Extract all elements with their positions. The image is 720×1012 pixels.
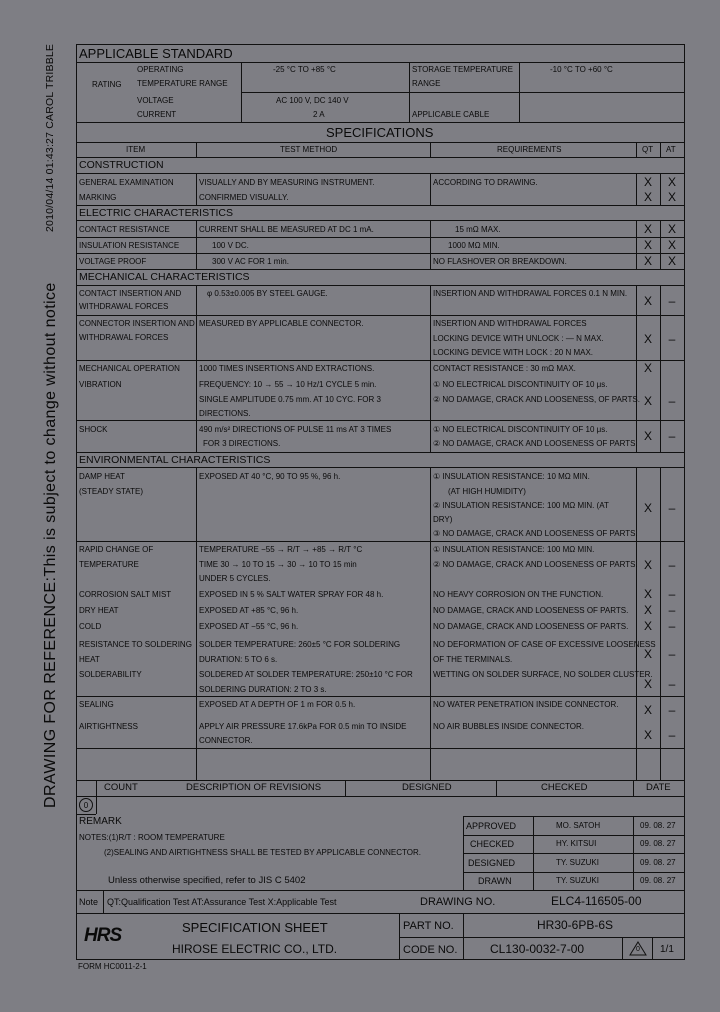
- table-row-req: WETTING ON SOLDER SURFACE, NO SOLDER CLUSTER.: [433, 670, 653, 679]
- rev-count-header: COUNT: [104, 782, 138, 793]
- qt-mark: X: [643, 361, 652, 375]
- operating-value: -25 °C TO +85 °C: [273, 65, 336, 74]
- table-row-method: EXPOSED AT A DEPTH OF 1 m FOR 0.5 h.: [199, 700, 356, 709]
- table-row-req: ① INSULATION RESISTANCE: 10 MΩ MIN.: [433, 472, 590, 481]
- table-row-req: DRY): [433, 515, 453, 524]
- part-no: HR30-6PB-6S: [537, 918, 614, 932]
- table-row-req: NO HEAVY CORROSION ON THE FUNCTION.: [433, 590, 604, 599]
- storage-value: -10 °C TO +60 °C: [550, 65, 613, 74]
- approval-role: DESIGNED: [468, 858, 516, 868]
- col-requirements: REQUIREMENTS: [497, 145, 562, 154]
- table-row-req: ACCORDING TO DRAWING.: [433, 178, 538, 187]
- table-row-item: MARKING: [79, 193, 117, 202]
- qt-mark: X: [643, 619, 652, 633]
- table-row-req: NO DAMAGE, CRACK AND LOOSENESS OF PARTS.: [433, 622, 629, 631]
- revision-symbol: 0: [636, 946, 640, 953]
- part-no-label: PART NO.: [403, 920, 454, 932]
- table-row-item: TEMPERATURE: [79, 560, 139, 569]
- drawing-no: ELC4-116505-00: [551, 894, 642, 908]
- table-row-req: 1000 MΩ MIN.: [448, 241, 500, 250]
- table-row-req: ② NO DAMAGE, CRACK AND LOOSENESS OF PARTS.: [433, 439, 638, 448]
- table-row-method: EXPOSED IN 5 % SALT WATER SPRAY FOR 48 h.: [199, 590, 384, 599]
- table-row-method: 1000 TIMES INSERTIONS AND EXTRACTIONS.: [199, 364, 375, 373]
- approval-date: 09. 08. 27: [640, 858, 676, 867]
- table-row-req: INSERTION AND WITHDRAWAL FORCES: [433, 319, 587, 328]
- specifications-title: SPECIFICATIONS: [326, 125, 434, 140]
- side-meta: 2010/04/14 01:43:27 CAROL TRIBBLE: [44, 43, 56, 232]
- approval-name: TY. SUZUKI: [556, 858, 599, 867]
- side-notice: DRAWING FOR REFERENCE:This is subject to change without notice: [42, 282, 59, 808]
- col-item: ITEM: [126, 145, 146, 154]
- storage-range-label: RANGE: [412, 79, 441, 88]
- table-row-req: OF THE TERMINALS.: [433, 655, 513, 664]
- approval-name: MO. SATOH: [556, 821, 601, 830]
- qt-mark: X: [643, 222, 652, 236]
- section-construction: CONSTRUCTION: [79, 159, 164, 171]
- table-row-method: TIME 30 → 10 TO 15 → 30 → 10 TO 15 min: [199, 560, 357, 569]
- rev-designed-header: DESIGNED: [402, 782, 452, 793]
- table-row-req: ② NO DAMAGE, CRACK AND LOOSENESS OF PARTS.: [433, 560, 638, 569]
- rev-checked-header: CHECKED: [541, 782, 588, 793]
- rating-label: RATING: [92, 80, 122, 89]
- at-mark: X: [667, 175, 676, 189]
- table-row-req: ② NO DAMAGE, CRACK AND LOOSENESS, OF PARTS.: [433, 395, 640, 404]
- at-mark: –: [668, 603, 676, 617]
- table-row-req: ① NO ELECTRICAL DISCONTINUITY OF 10 μs.: [433, 380, 608, 389]
- table-row-req: NO AIR BUBBLES INSIDE CONNECTOR.: [433, 722, 584, 731]
- approval-role: DRAWN: [478, 876, 512, 886]
- at-mark: X: [667, 238, 676, 252]
- table-row-req: NO WATER PENETRATION INSIDE CONNECTOR.: [433, 700, 619, 709]
- table-row-item: SHOCK: [79, 425, 108, 434]
- at-mark: X: [667, 222, 676, 236]
- approval-date: 09. 08. 27: [640, 876, 676, 885]
- approval-role: CHECKED: [470, 839, 515, 849]
- col-at: AT: [666, 145, 676, 154]
- remark-note-2: (2)SEALING AND AIRTIGHTNESS SHALL BE TESTED BY APPLICABLE CONNECTOR.: [104, 848, 421, 857]
- table-row-method: EXPOSED AT +85 °C, 96 h.: [199, 606, 299, 615]
- table-row-item: SEALING: [79, 700, 114, 709]
- table-row-item: COLD: [79, 622, 102, 631]
- at-mark: –: [668, 728, 676, 742]
- at-mark: –: [668, 501, 676, 515]
- table-row-item: VOLTAGE PROOF: [79, 257, 147, 266]
- at-mark: –: [668, 429, 676, 443]
- table-row-req: NO FLASHOVER OR BREAKDOWN.: [433, 257, 567, 266]
- current-value: 2 A: [313, 110, 325, 119]
- table-row-item: CORROSION SALT MIST: [79, 590, 172, 599]
- table-row-method: 490 m/s² DIRECTIONS OF PULSE 11 ms AT 3 TIMES: [199, 425, 392, 434]
- at-mark: –: [668, 332, 676, 346]
- applicable-standard-title: APPLICABLE STANDARD: [79, 46, 233, 61]
- table-row-item: CONTACT RESISTANCE: [79, 225, 170, 234]
- qt-mark: X: [643, 703, 652, 717]
- table-row-method: VISUALLY AND BY MEASURING INSTRUMENT.: [199, 178, 375, 187]
- table-row-method: CURRENT SHALL BE MEASURED AT DC 1 mA.: [199, 225, 374, 234]
- col-qt: QT: [642, 145, 654, 154]
- hirose-logo: HRS: [84, 925, 122, 946]
- approval-date: 09. 08. 27: [640, 821, 676, 830]
- qt-mark: X: [643, 558, 652, 572]
- table-row-item: HEAT: [79, 655, 100, 664]
- qt-mark: X: [643, 587, 652, 601]
- section-environmental: ENVIRONMENTAL CHARACTERISTICS: [79, 454, 271, 466]
- table-row-method: φ 0.53±0.005 BY STEEL GAUGE.: [207, 289, 328, 298]
- company-name: HIROSE ELECTRIC CO., LTD.: [172, 942, 338, 956]
- qt-mark: X: [643, 190, 652, 204]
- table-row-method: UNDER 5 CYCLES.: [199, 574, 271, 583]
- qt-mark: X: [643, 677, 652, 691]
- table-row-method: CONNECTOR.: [199, 736, 253, 745]
- sheet-count: 1/1: [660, 944, 674, 955]
- table-row-item: CONTACT INSERTION AND: [79, 289, 182, 298]
- temperature-range-label: TEMPERATURE RANGE: [137, 79, 228, 88]
- rev-description-header: DESCRIPTION OF REVISIONS: [186, 782, 322, 793]
- qt-mark: X: [643, 394, 652, 408]
- col-test-method: TEST METHOD: [280, 145, 338, 154]
- voltage-label: VOLTAGE: [137, 96, 174, 105]
- table-row-req: LOCKING DEVICE WITH LOCK : 20 N MAX.: [433, 348, 594, 357]
- at-mark: –: [668, 294, 676, 308]
- revision-mark-circle: 0: [79, 798, 93, 812]
- table-row-req: ① INSULATION RESISTANCE: 100 MΩ MIN.: [433, 545, 595, 554]
- code-no: CL130-0032-7-00: [490, 942, 585, 956]
- at-mark: –: [668, 677, 676, 691]
- table-row-method: SOLDER TEMPERATURE: 260±5 °C FOR SOLDERING: [199, 640, 401, 649]
- at-mark: –: [668, 558, 676, 572]
- table-row-req: ③ NO DAMAGE, CRACK AND LOOSENESS OF PARTS.: [433, 529, 638, 538]
- form-number: FORM HC0011-2-1: [78, 962, 147, 971]
- table-row-item: CONNECTOR INSERTION AND: [79, 319, 195, 328]
- table-row-item: DAMP HEAT: [79, 472, 125, 481]
- qt-mark: X: [643, 501, 652, 515]
- at-mark: –: [668, 619, 676, 633]
- table-row-item: WITHDRAWAL FORCES: [79, 302, 169, 311]
- qt-mark: X: [643, 429, 652, 443]
- table-row-req: (AT HIGH HUMIDITY): [448, 487, 526, 496]
- table-row-method: DURATION: 5 TO 6 s.: [199, 655, 278, 664]
- voltage-value: AC 100 V, DC 140 V: [276, 96, 349, 105]
- table-row-method: CONFIRMED VISUALLY.: [199, 193, 289, 202]
- rev-date-header: DATE: [646, 782, 671, 793]
- table-row-item: RAPID CHANGE OF: [79, 545, 154, 554]
- table-row-req: LOCKING DEVICE WITH UNLOCK : — N MAX.: [433, 334, 604, 343]
- storage-label: STORAGE TEMPERATURE: [412, 65, 513, 74]
- table-row-method: EXPOSED AT −55 °C, 96 h.: [199, 622, 299, 631]
- table-row-item: INSULATION RESISTANCE: [79, 241, 180, 250]
- at-mark: –: [668, 647, 676, 661]
- at-mark: X: [667, 190, 676, 204]
- table-row-req: INSERTION AND WITHDRAWAL FORCES 0.1 N MIN.: [433, 289, 628, 298]
- qt-mark: X: [643, 238, 652, 252]
- remark-note-1: NOTES:(1)R/T : ROOM TEMPERATURE: [79, 833, 225, 842]
- at-mark: X: [667, 254, 676, 268]
- drawing-no-label: DRAWING NO.: [420, 896, 496, 908]
- table-row-method: DIRECTIONS.: [199, 409, 251, 418]
- approval-role: APPROVED: [466, 821, 517, 831]
- table-row-method: SOLDERING DURATION: 2 TO 3 s.: [199, 685, 327, 694]
- remark-jis: Unless otherwise specified, refer to JIS C 5402: [108, 875, 306, 886]
- table-row-req: 15 mΩ MAX.: [455, 225, 501, 234]
- qt-mark: X: [643, 728, 652, 742]
- operating-label: OPERATING: [137, 65, 184, 74]
- table-row-method: 100 V DC.: [212, 241, 249, 250]
- table-row-req: NO DEFORMATION OF CASE OF EXCESSIVE LOOSENESS: [433, 640, 656, 649]
- table-row-method: SOLDERED AT SOLDER TEMPERATURE: 250±10 °C FOR: [199, 670, 413, 679]
- table-row-item: GENERAL EXAMINATION: [79, 178, 174, 187]
- sheet-title: SPECIFICATION SHEET: [182, 920, 328, 935]
- table-row-item: SOLDERABILITY: [79, 670, 142, 679]
- section-mechanical: MECHANICAL CHARACTERISTICS: [79, 271, 250, 283]
- code-no-label: CODE NO.: [403, 944, 458, 956]
- current-label: CURRENT: [137, 110, 177, 119]
- table-row-req: CONTACT RESISTANCE : 30 mΩ MAX.: [433, 364, 576, 373]
- at-mark: –: [668, 587, 676, 601]
- table-row-item: WITHDRAWAL FORCES: [79, 333, 169, 342]
- table-row-method: FREQUENCY: 10 → 55 → 10 Hz/1 CYCLE 5 min.: [199, 380, 377, 389]
- qt-mark: X: [643, 294, 652, 308]
- qt-mark: X: [643, 603, 652, 617]
- at-mark: –: [668, 703, 676, 717]
- table-row-req: ① NO ELECTRICAL DISCONTINUITY OF 10 μs.: [433, 425, 608, 434]
- at-mark: –: [668, 394, 676, 408]
- approval-name: HY. KITSUI: [556, 839, 597, 848]
- approval-date: 09. 08. 27: [640, 839, 676, 848]
- table-row-method: SINGLE AMPLITUDE 0.75 mm. AT 10 CYC. FOR 3: [199, 395, 381, 404]
- table-row-req: NO DAMAGE, CRACK AND LOOSENESS OF PARTS.: [433, 606, 629, 615]
- remark-label: REMARK: [79, 816, 122, 827]
- qt-mark: X: [643, 254, 652, 268]
- table-row-method: MEASURED BY APPLICABLE CONNECTOR.: [199, 319, 364, 328]
- note-text: QT:Qualification Test AT:Assurance Test X:Applicable Test: [107, 897, 337, 907]
- table-row-item: (STEADY STATE): [79, 487, 144, 496]
- table-row-item: MECHANICAL OPERATION: [79, 364, 180, 373]
- table-row-item: DRY HEAT: [79, 606, 119, 615]
- qt-mark: X: [643, 647, 652, 661]
- table-row-req: ② INSULATION RESISTANCE: 100 MΩ MIN. (AT: [433, 501, 609, 510]
- table-row-method: TEMPERATURE −55 → R/T → +85 → R/T °C: [199, 545, 363, 554]
- table-row-item: RESISTANCE TO SOLDERING: [79, 640, 192, 649]
- applicable-cable-label: APPLICABLE CABLE: [412, 110, 490, 119]
- qt-mark: X: [643, 332, 652, 346]
- table-row-item: AIRTIGHTNESS: [79, 722, 138, 731]
- table-row-method: 300 V AC FOR 1 min.: [212, 257, 289, 266]
- section-electric: ELECTRIC CHARACTERISTICS: [79, 207, 234, 219]
- table-row-method: EXPOSED AT 40 °C, 90 TO 95 %, 96 h.: [199, 472, 341, 481]
- qt-mark: X: [643, 175, 652, 189]
- table-row-item: VIBRATION: [79, 380, 122, 389]
- table-row-method: FOR 3 DIRECTIONS.: [203, 439, 281, 448]
- note-label: Note: [79, 897, 99, 907]
- approval-name: TY. SUZUKI: [556, 876, 599, 885]
- table-row-method: APPLY AIR PRESSURE 17.6kPa FOR 0.5 min TO INSIDE: [199, 722, 407, 731]
